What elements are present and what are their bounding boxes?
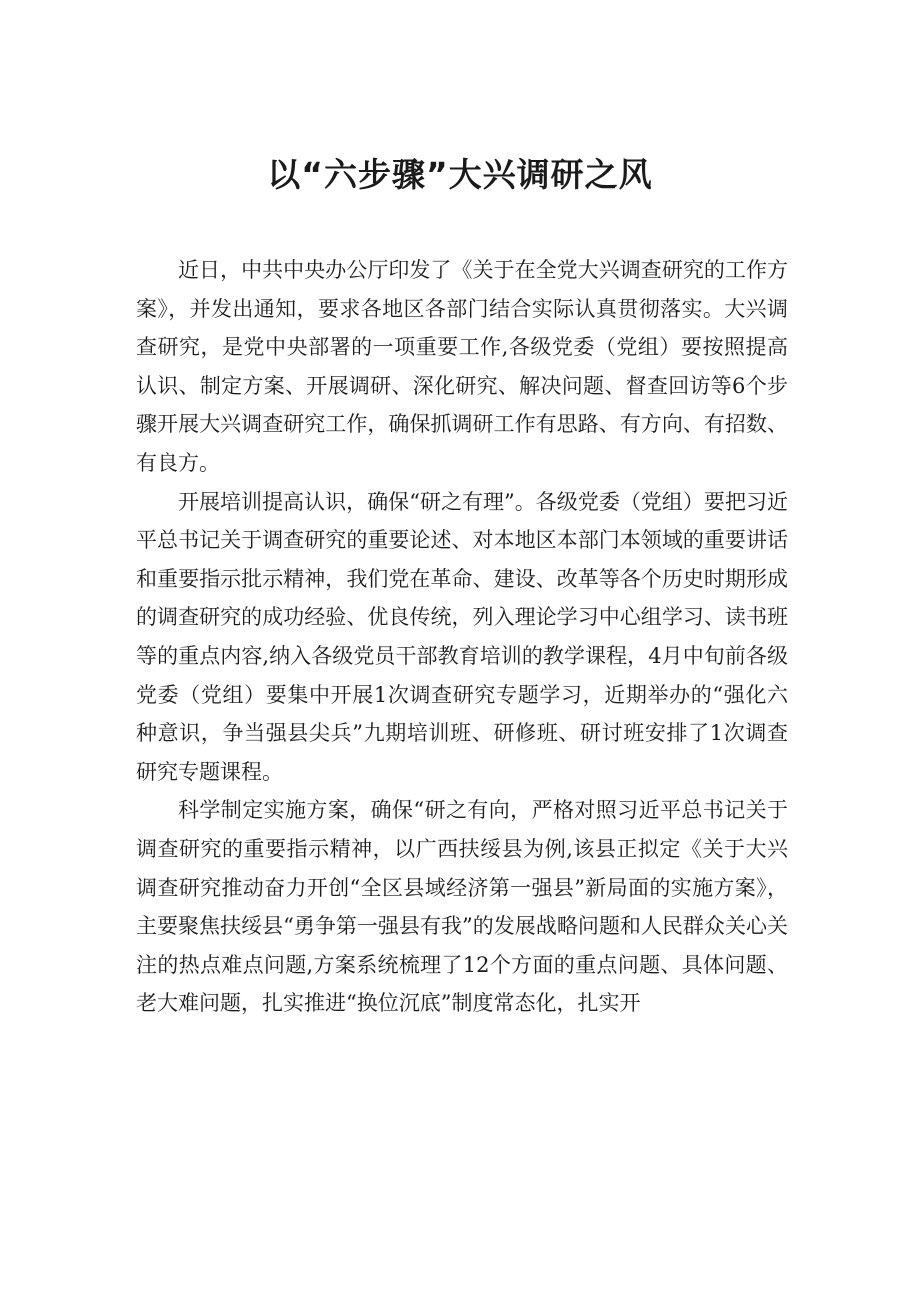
paragraph-plan: 科学制定实施方案，确保“研之有向，严格对照习近平总书记关于调查研究的重要指示精神，以广西扶绥县为例,该县正拟定《关于大兴调查研究推动奋力开创“全区县域经济第一强县”新局面的实施方案》，主要聚焦扶绥县“勇争第一强县有我”的发展战略问题和人民群众关心关注的热点难点问题,方案系统梳理了12个方面的重点问题、具体问题、老大难问题，扎实推进“换位沉底”制度常态化，扎实开 [136, 798, 788, 1016]
paragraph-intro: 近日，中共中央办公厅印发了《关于在全党大兴调查研究的工作方案》，并发出通知，要求各地区各部门结合实际认真贯彻落实。大兴调查研究，是党中央部署的一项重要工作,各级党委（党组）要按照提高认识、制定方案、开展调研、深化研究、解决问题、督查回访等6个步骤开展大兴调查研究工作，确保抓调研工作有思路、有方向、有招数、有良方。 [136, 258, 788, 475]
document-title: 以“六步骤”大兴调研之风 [267, 155, 653, 194]
document-body [136, 251, 788, 1023]
paragraph-training: 开展培训提高认识，确保“研之有理”。各级党委（党组）要把习近平总书记关于调查研究的重要论述、对本地区本部门本领域的重要讲话和重要指示批示精神，我们党在革命、建设、改革等各个历史时期形成的调查研究的成功经验、优良传统，列入理论学习中心组学习、读书班等的重点内容,纳入各级党员干部教育培训的教学课程，4月中旬前各级党委（党组）要集中开展1次调查研究专题学习，近期举办的“强化六种意识，争当强县尖兵”九期培训班、研修班、研讨班安排了1次调查研究专题课程。 [136, 489, 788, 784]
